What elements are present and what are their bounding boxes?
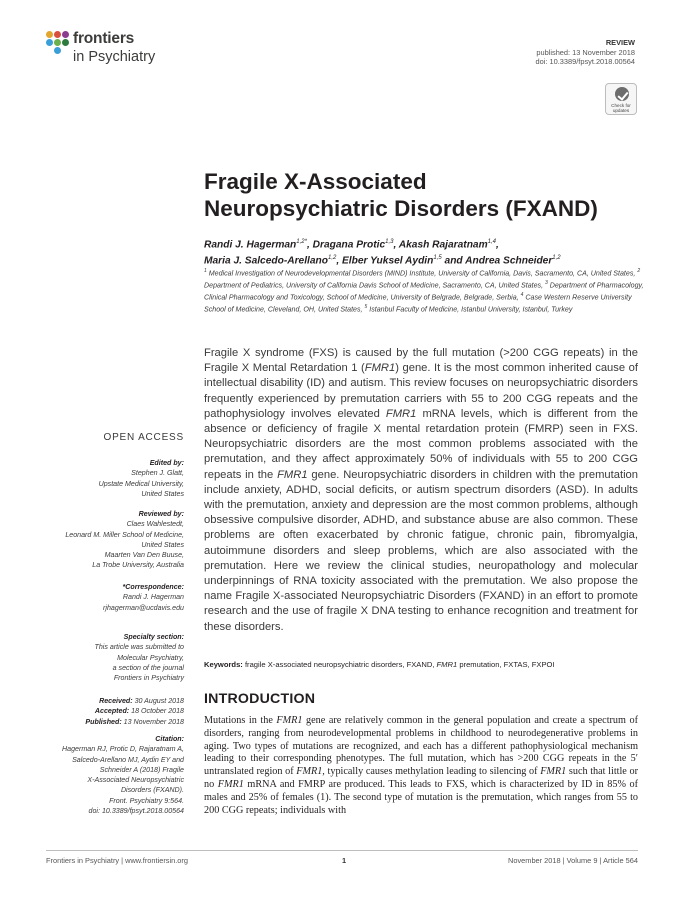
author-name: Andrea Schneider — [465, 255, 553, 267]
citation-line: X-Associated Neuropsychiatric — [87, 776, 184, 785]
abstract-run: Fragile X syndrome (FXS) is caused by the full mutation (>200 CGG repeats) in the Fragile X Mental Retardation 1 ( — [204, 347, 638, 375]
abstract-run: gene. Neuropsychiatric disorders in children with the premutation include anxiety, ADHD, social deficits, or autism spectrum disorders (ASD). In adults with the premutation, anxiety and depression are the most common problems, although obsessive compulsive disorder, ADHD, and substance abuse are also common. These problems are often exacerbated by chronic fatigue, chronic pain, fibromyalgia, autoimmune disorders and sleep problems, which are also associated with the premutation. Here we review the clinical studies, neuropathology and molecular underpinnings of RNA toxicity associated with the premutation. We also propose the name Fragile X-associated Neuropsychiatric Disorders (FXAND) in an effort to promote research and the use of fragile X DNA testing to enhance recognition and treatment for these disorders. — [204, 468, 638, 633]
abstract-run: ) gene. It is the most common inherited cause of intellectual disability (ID) and autism. This review focuses on neuropsychiatric disorders frequently experienced by premutation carriers with 55 to 200 CGG repeats and the pathophysiology involves elevated — [204, 362, 638, 420]
article-dates — [40, 696, 184, 727]
specialty-line: This article was submitted to — [94, 643, 184, 652]
date-label: Accepted: — [94, 707, 130, 716]
reviewer-line: Leonard M. Miller School of Medicine, — [65, 530, 184, 539]
affiliation-mark: 3 — [545, 280, 548, 287]
introduction-text — [204, 715, 638, 817]
author-affil-mark: 1,4 — [487, 239, 496, 245]
editor-lines — [40, 468, 184, 499]
correspondence-name: Randi J. Hagerman — [122, 593, 184, 602]
citation-line: Front. Psychiatry 9:564. — [109, 796, 184, 805]
author-separator: , — [393, 239, 399, 251]
author-separator: , — [496, 239, 499, 251]
citation-line: Disorders (FXAND). — [120, 786, 184, 795]
journal-name: in Psychiatry — [73, 49, 156, 65]
author-affil-mark: 1,5 — [433, 254, 442, 261]
specialty-head: Specialty section: — [123, 633, 184, 641]
journal-logo — [46, 27, 186, 67]
reviewer-line: Maarten Van Den Buuse, — [104, 551, 184, 560]
author-separator: , — [336, 255, 343, 267]
keyword-run: premutation, FXTAS, FXPOI — [457, 660, 555, 669]
affiliation-text: Istanbul Faculty of Medicine, Istanbul University, Istanbul, Turkey — [367, 305, 573, 314]
intro-run: Mutations in the — [204, 715, 277, 726]
specialty-section — [40, 632, 184, 683]
footer-journal-link[interactable]: Frontiers in Psychiatry | www.frontiersin.org — [46, 856, 188, 865]
correspondence-head: *Correspondence: — [122, 583, 184, 591]
keywords-label: Keywords: — [204, 660, 243, 669]
edited-by-section — [40, 458, 184, 499]
author-affil-mark: 1,3 — [385, 239, 394, 245]
specialty-lines — [40, 642, 184, 683]
footer-issue-info: November 2018 | Volume 9 | Article 564 — [508, 856, 638, 865]
check-for-updates-badge[interactable] — [605, 83, 637, 115]
frontiers-logo-icon — [46, 31, 70, 55]
article-type: REVIEW — [605, 38, 635, 47]
reviewed-by-section — [40, 509, 184, 571]
intro-run: FMR1 — [276, 715, 303, 726]
brand-word: frontiers — [73, 30, 135, 47]
intro-run: mRNA and FMRP are produced. This leads to FXS, which is characterized by ID in 85% of males and 25% of females (1). The second type of mutation is the premutation, which ranges from 55 to 200 CGG repeats; individuals with — [204, 778, 639, 816]
specialty-line: Frontiers in Psychiatry — [113, 674, 184, 683]
reviewed-by-head: Reviewed by: — [138, 510, 184, 518]
affiliation-text: Department of Pediatrics, University of California Davis School of Medicine, Sacramento, CA, United States, — [204, 281, 546, 290]
reviewer-line: Claes Wahlestedt, — [126, 520, 184, 529]
page-number: 1 — [341, 856, 347, 865]
author-name: Akash Rajaratnam — [398, 239, 488, 251]
editor-line: Stephen J. Glatt, — [131, 469, 184, 478]
date-label: Published: — [85, 717, 122, 726]
date-value: 13 November 2018 — [121, 717, 184, 726]
reviewer-line: United States — [141, 540, 184, 549]
affiliation-mark: 1 — [204, 268, 207, 274]
date-value: 18 October 2018 — [129, 707, 184, 716]
citation-lines — [40, 744, 184, 816]
editor-line: United States — [141, 489, 184, 498]
intro-run: FMR1, — [296, 766, 325, 778]
keywords — [204, 660, 638, 670]
correspondence-section — [40, 582, 184, 613]
correspondence-email[interactable]: rjhagerman@ucdavis.edu — [103, 603, 184, 612]
abstract-run: FMR1 — [364, 362, 396, 375]
keyword-run: fragile X-associated neuropsychiatric disorders, FXAND, — [242, 660, 437, 669]
date-row — [40, 717, 184, 727]
specialty-line: Molecular Psychiatry, — [117, 653, 184, 662]
intro-run: FMR1 — [217, 778, 244, 790]
affiliations — [204, 267, 644, 316]
section-heading-introduction: INTRODUCTION — [204, 691, 316, 707]
editor-line: Upstate Medical University, — [98, 479, 184, 488]
affiliation-mark: 5 — [364, 304, 368, 311]
date-row — [40, 696, 184, 706]
citation-line: doi: 10.3389/fpsyt.2018.00564 — [88, 807, 184, 816]
check-badge-line1: Check for — [611, 103, 631, 108]
abstract-run: FMR1 — [385, 407, 417, 420]
article-meta-header — [536, 38, 635, 67]
keywords-text — [243, 660, 555, 669]
footer-divider — [46, 850, 638, 851]
citation-line: Hagerman RJ, Protic D, Rajaratnam A, — [62, 745, 184, 754]
title-line-2: Neuropsychiatric Disorders (FXAND) — [204, 196, 598, 221]
checkmark-icon — [615, 87, 629, 101]
author-separator: and — [441, 255, 466, 267]
citation-head: Citation: — [155, 735, 184, 743]
reviewer-lines — [40, 519, 184, 570]
citation-line: Salcedo-Arellano MJ, Aydin EY and — [72, 755, 184, 764]
author-name: Elber Yuksel Aydin — [342, 255, 434, 267]
author-affil-mark: 1,2 — [552, 254, 561, 261]
author-separator: , — [306, 239, 313, 251]
keyword-run: FMR1 — [436, 660, 458, 669]
reviewer-line: La Trobe University, Australia — [92, 561, 184, 570]
intro-run: such that little or no — [204, 766, 638, 790]
citation-section — [40, 734, 184, 816]
affiliation-text: Medical Investigation of Neurodevelopmental Disorders (MIND) Institute, University of California, Davis, Sacramento, CA, United States, — [206, 269, 638, 278]
check-badge-line2: updates — [612, 108, 630, 114]
author-name: Dragana Protic — [312, 239, 386, 251]
affiliation-text: Case Western Reserve University School of Medicine, Cleveland, OH, United States, — [204, 293, 632, 314]
published-date: published: 13 November 2018 — [536, 47, 635, 57]
affiliation-text: Department of Pharmacology, Clinical Pharmacology and Toxicology, School of Medicine, University of Belgrade, Belgrade, Serbia, — [204, 281, 644, 302]
specialty-line: a section of the journal — [112, 663, 184, 672]
date-value: 30 August 2018 — [132, 697, 184, 705]
date-label: Received: — [99, 697, 133, 705]
abstract-run: FMR1 — [277, 468, 308, 481]
abstract — [204, 346, 638, 635]
author-affil-mark: 1,2* — [296, 239, 307, 245]
open-access-label: OPEN ACCESS — [103, 432, 184, 443]
citation-line: Schneider A (2018) Fragile — [99, 765, 184, 774]
abstract-run: mRNA levels, which is different from the absence or deficiency of fragile X mental retardation protein (FMRP) seen in FXS. Neuropsychiatric disorders are the most common problems associated with the premutation, and they affect approximately 50% of individuals with 55 to 200 CGG repeats in the — [204, 407, 638, 481]
author-name: Maria J. Salcedo-Arellano — [204, 255, 328, 267]
affiliation-mark: 2 — [637, 268, 641, 274]
doi-link[interactable]: doi: 10.3389/fpsyt.2018.00564 — [535, 57, 635, 67]
title-line-1: Fragile X-Associated — [204, 169, 427, 194]
intro-run: typically causes methylation leading to silencing of — [324, 766, 541, 778]
author-name: Randi J. Hagerman — [204, 239, 297, 251]
author-list — [204, 236, 644, 268]
intro-run: FMR1 — [540, 766, 567, 778]
author-affil-mark: 1,2 — [328, 254, 337, 261]
intro-run: gene are relatively common in the general population and create a spectrum of disorders, ranging from neurodevelopmental problems in childhood to neurodegenerative problems in aging. Two types of mutations are recognized, and each has a different pathophysiological mechanism leading to their corresponding phenotypes. The full mutation, which has >200 CGG repeats in the 5′ untranslated region of — [204, 715, 639, 778]
affiliation-mark: 4 — [520, 292, 524, 299]
edited-by-head: Edited by: — [149, 459, 184, 467]
article-title — [204, 168, 654, 222]
date-row — [40, 706, 184, 716]
